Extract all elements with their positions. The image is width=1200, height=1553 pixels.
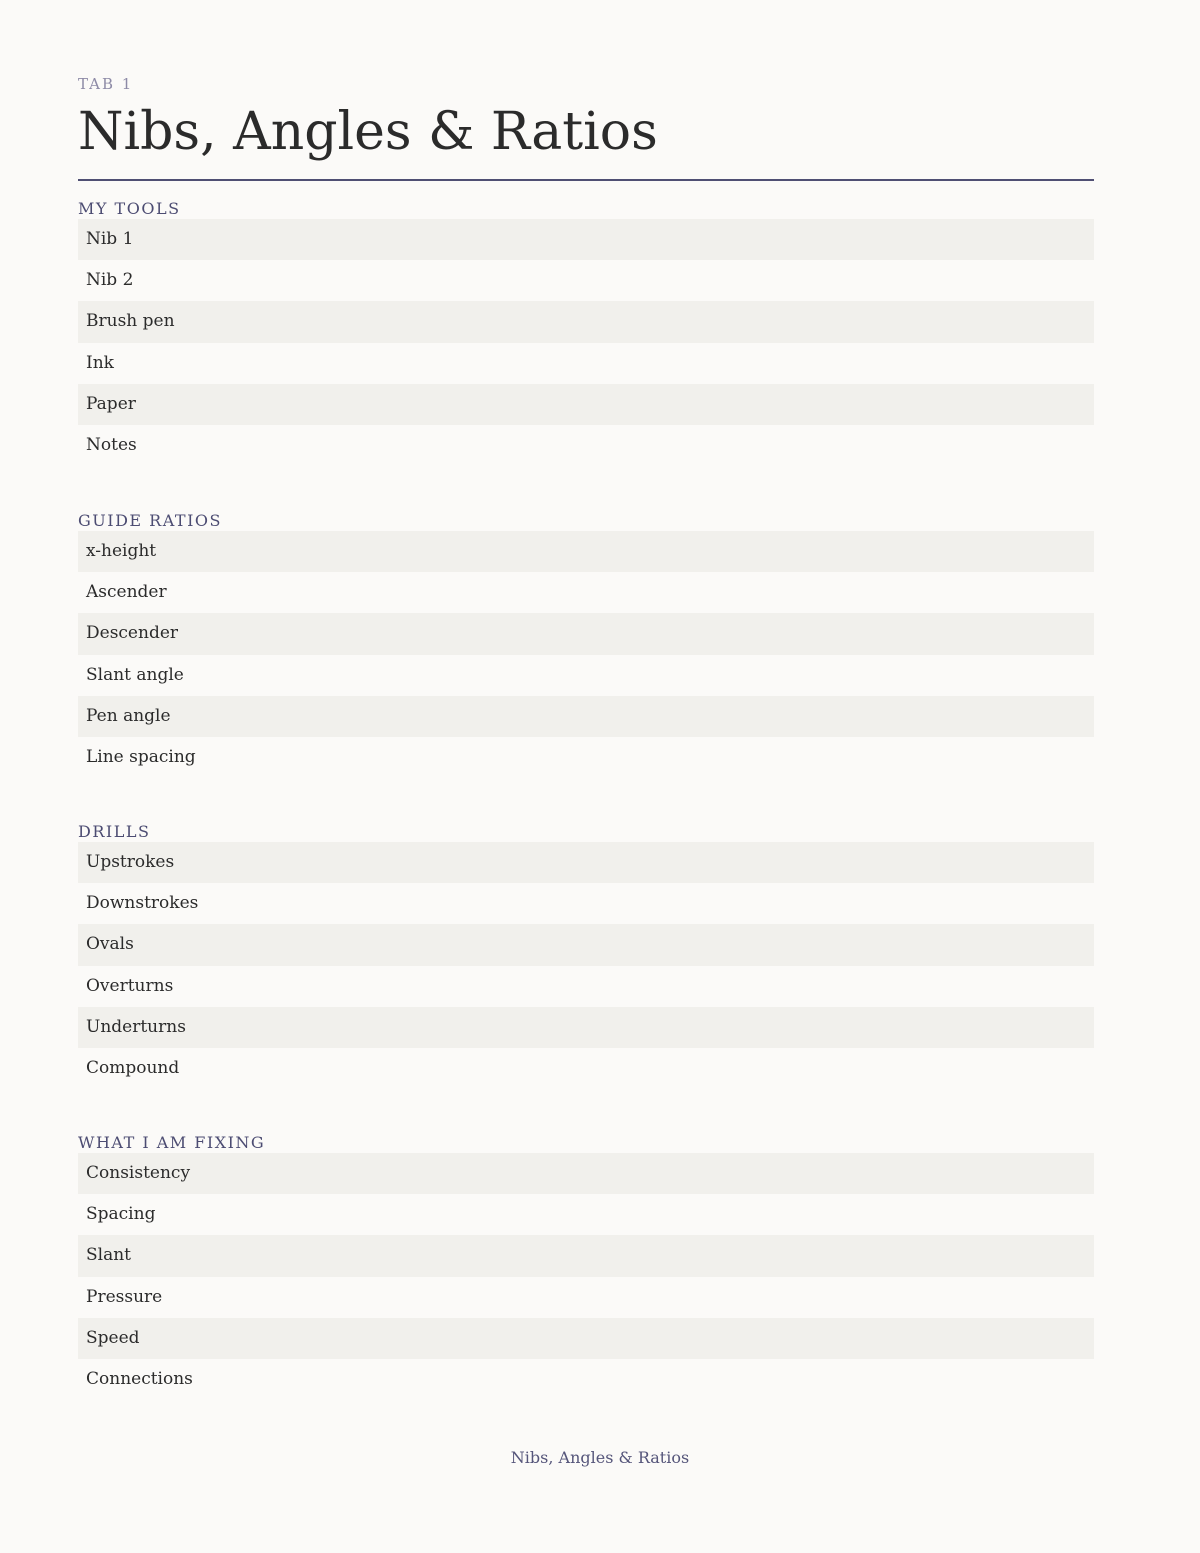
section-heading: WHAT I AM FIXING — [78, 1133, 266, 1152]
list-item: Notes — [86, 434, 137, 455]
list-item: Pressure — [86, 1286, 163, 1307]
list-item: Nib 2 — [86, 270, 134, 291]
section-heading: MY TOOLS — [78, 199, 181, 218]
list-item: Line spacing — [86, 746, 196, 767]
section-list — [78, 842, 1094, 1089]
section-what-i-am-fixing — [78, 1133, 1094, 1400]
list-item: Consistency — [78, 1153, 1094, 1194]
list-item: x-height — [78, 531, 1094, 572]
list-item: Nib 1 — [78, 219, 1094, 260]
list-item: Slant angle — [86, 664, 184, 685]
page-title: Nibs, Angles & Ratios — [78, 102, 658, 162]
list-item: Pen angle — [78, 696, 1094, 737]
list-item: Compound — [86, 1057, 180, 1078]
list-item: Upstrokes — [78, 842, 1094, 883]
section-my-tools — [78, 199, 1094, 466]
list-item: Ink — [86, 352, 114, 373]
section-list — [78, 531, 1094, 778]
list-item: Spacing — [86, 1204, 156, 1225]
list-item: Overturns — [86, 975, 174, 996]
list-item: Descender — [78, 613, 1094, 654]
section-list — [78, 219, 1094, 466]
page-footer: Nibs, Angles & Ratios — [510, 1448, 690, 1467]
title-divider — [78, 179, 1094, 181]
section-heading: DRILLS — [78, 822, 151, 841]
list-item: Slant — [78, 1235, 1094, 1276]
list-item: Brush pen — [78, 301, 1094, 342]
list-item: Ascender — [86, 582, 167, 603]
list-item: Underturns — [78, 1007, 1094, 1048]
section-guide-ratios — [78, 511, 1094, 778]
list-item: Paper — [78, 384, 1094, 425]
list-item: Speed — [78, 1318, 1094, 1359]
list-item: Downstrokes — [86, 893, 199, 914]
tab-label: TAB 1 — [78, 75, 134, 93]
section-drills — [78, 822, 1094, 1089]
list-item: Connections — [86, 1368, 193, 1389]
section-heading: GUIDE RATIOS — [78, 511, 222, 530]
section-list — [78, 1153, 1094, 1400]
list-item: Ovals — [78, 924, 1094, 965]
